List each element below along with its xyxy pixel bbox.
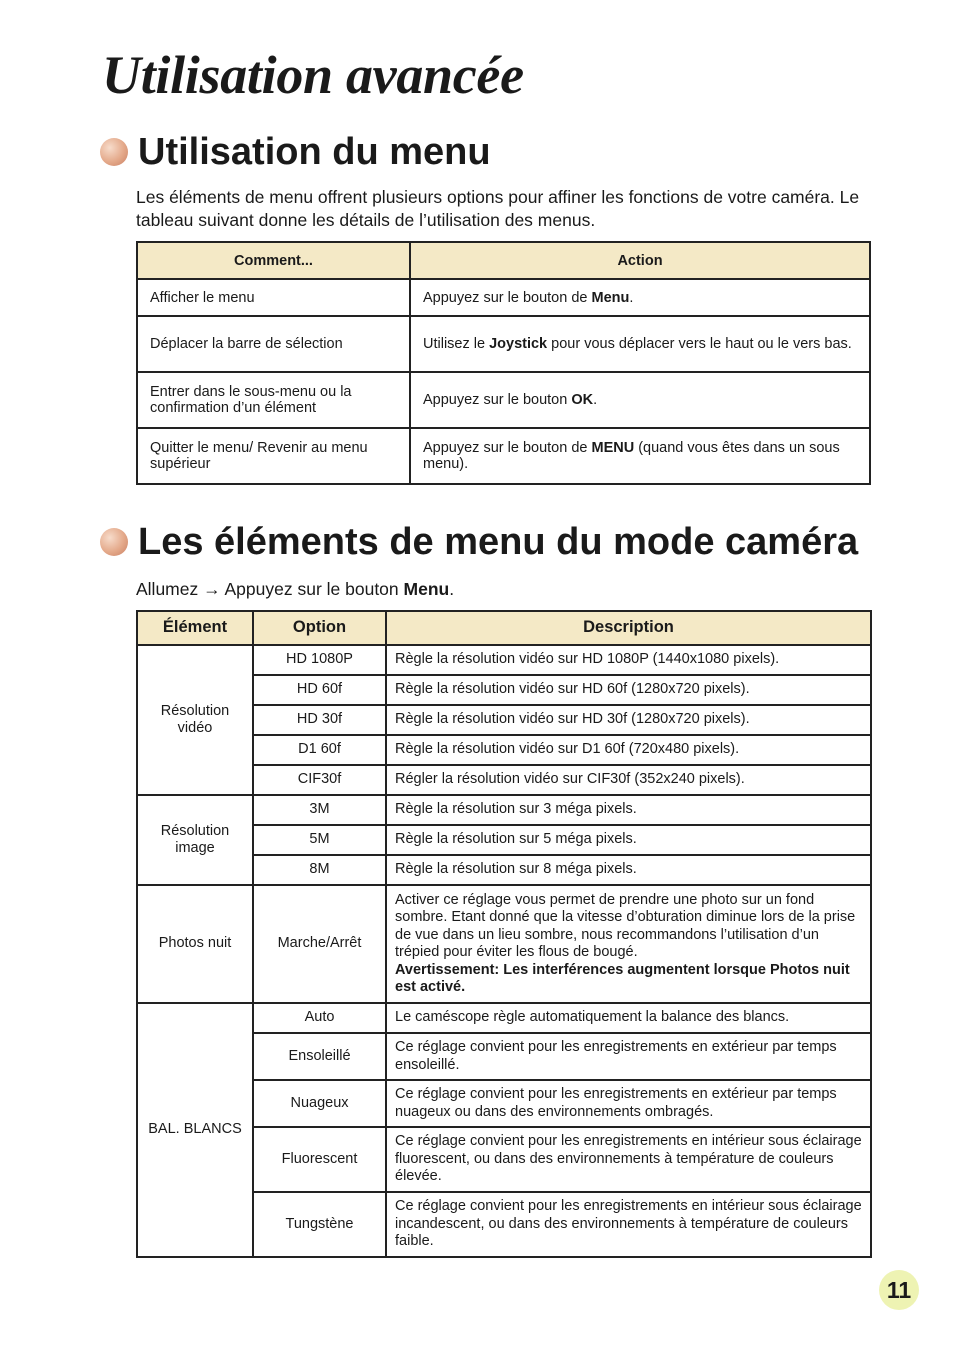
- option-cell: Nuageux: [253, 1080, 386, 1127]
- column-header: Élément: [137, 611, 253, 645]
- warning-text: Avertissement: Les interférences augmentent lorsque Photos nuit est activé.: [395, 961, 850, 995]
- table-row: [137, 372, 870, 428]
- description-cell: Ce réglage convient pour les enregistrements en intérieur sous éclairage fluorescent, ou dans des environnements à température de couleurs élevée.: [386, 1127, 871, 1192]
- table-row: [137, 316, 870, 372]
- section-title: Utilisation du menu: [138, 131, 491, 173]
- element-cell: Résolution image: [137, 795, 253, 885]
- description-cell: Règle la résolution vidéo sur HD 30f (1280x720 pixels).: [386, 705, 871, 735]
- how-cell: Déplacer la barre de sélection: [137, 316, 410, 372]
- action-cell: Appuyez sur le bouton de MENU (quand vous êtes dans un sous menu).: [410, 428, 870, 484]
- description-cell: Règle la résolution sur 3 méga pixels.: [386, 795, 871, 825]
- table-header-row: [137, 242, 870, 279]
- option-cell: D1 60f: [253, 735, 386, 765]
- element-cell: Résolution vidéo: [137, 645, 253, 795]
- table-row: [137, 279, 870, 316]
- table-row: [137, 645, 871, 675]
- table-row: [137, 428, 870, 484]
- option-cell: Ensoleillé: [253, 1033, 386, 1080]
- how-cell: Entrer dans le sous-menu ou la confirmation d’un élément: [137, 372, 410, 428]
- action-cell: Appuyez sur le bouton OK.: [410, 372, 870, 428]
- instruction-line: Allumez → Appuyez sur le bouton Menu.: [136, 579, 455, 599]
- section-heading-menu: [100, 130, 491, 174]
- option-cell: Auto: [253, 1003, 386, 1033]
- description-cell: Règle la résolution vidéo sur D1 60f (720x480 pixels).: [386, 735, 871, 765]
- option-cell: CIF30f: [253, 765, 386, 795]
- option-cell: 8M: [253, 855, 386, 885]
- column-header: Option: [253, 611, 386, 645]
- menu-usage-table: [136, 241, 871, 485]
- description-cell: Régler la résolution vidéo sur CIF30f (352x240 pixels).: [386, 765, 871, 795]
- description-cell: Ce réglage convient pour les enregistrements en extérieur par temps nuageux ou dans des environnements ombragés.: [386, 1080, 871, 1127]
- description-cell: Règle la résolution vidéo sur HD 60f (1280x720 pixels).: [386, 675, 871, 705]
- camera-menu-table: [136, 610, 872, 1258]
- option-cell: Marche/Arrêt: [253, 885, 386, 1003]
- option-cell: HD 1080P: [253, 645, 386, 675]
- bullet-circle-icon: [100, 528, 128, 556]
- option-cell: 5M: [253, 825, 386, 855]
- description-cell: Règle la résolution sur 5 méga pixels.: [386, 825, 871, 855]
- option-cell: HD 30f: [253, 705, 386, 735]
- description-cell: Ce réglage convient pour les enregistrements en extérieur par temps ensoleillé.: [386, 1033, 871, 1080]
- option-cell: Fluorescent: [253, 1127, 386, 1192]
- table-header-row: [137, 611, 871, 645]
- description-cell: Activer ce réglage vous permet de prendre une photo sur un fond sombre. Etant donné que la vitesse d’obturation diminue lors de la prise de vue dans un lieu sombre, nous recommandons l’utilisation d’un trépied pour éviter les flous de bougé. Avertissement: Les interférences augmentent lorsque Photos nuit est activé.: [386, 885, 871, 1003]
- section-title: Les éléments de menu du mode caméra: [138, 521, 859, 563]
- column-header: Comment...: [137, 242, 410, 279]
- section-heading-camera-menu: [100, 520, 858, 564]
- description-cell: Le caméscope règle automatiquement la balance des blancs.: [386, 1003, 871, 1033]
- description-cell: Règle la résolution vidéo sur HD 1080P (1440x1080 pixels).: [386, 645, 871, 675]
- how-cell: Quitter le menu/ Revenir au menu supérieur: [137, 428, 410, 484]
- option-cell: HD 60f: [253, 675, 386, 705]
- page-title: Utilisation avancée: [102, 45, 524, 105]
- column-header: Action: [410, 242, 870, 279]
- bullet-circle-icon: [100, 138, 128, 166]
- action-cell: Utilisez le Joystick pour vous déplacer vers le haut ou le vers bas.: [410, 316, 870, 372]
- option-cell: 3M: [253, 795, 386, 825]
- intro-paragraph: Les éléments de menu offrent plusieurs options pour affiner les fonctions de votre caméra. Le tableau suivant donne les détails de l’utilisation des menus.: [136, 187, 860, 230]
- table-row: [137, 885, 871, 1003]
- page-number: 11: [879, 1270, 919, 1310]
- description-cell: Ce réglage convient pour les enregistrements en intérieur sous éclairage incandescent, ou dans des environnements à température de couleurs faible.: [386, 1192, 871, 1257]
- element-cell: Photos nuit: [137, 885, 253, 1003]
- element-cell: BAL. BLANCS: [137, 1003, 253, 1257]
- action-cell: Appuyez sur le bouton de Menu.: [410, 279, 870, 316]
- table-row: [137, 795, 871, 825]
- how-cell: Afficher le menu: [137, 279, 410, 316]
- column-header: Description: [386, 611, 871, 645]
- description-cell: Règle la résolution sur 8 méga pixels.: [386, 855, 871, 885]
- table-row: [137, 1003, 871, 1033]
- option-cell: Tungstène: [253, 1192, 386, 1257]
